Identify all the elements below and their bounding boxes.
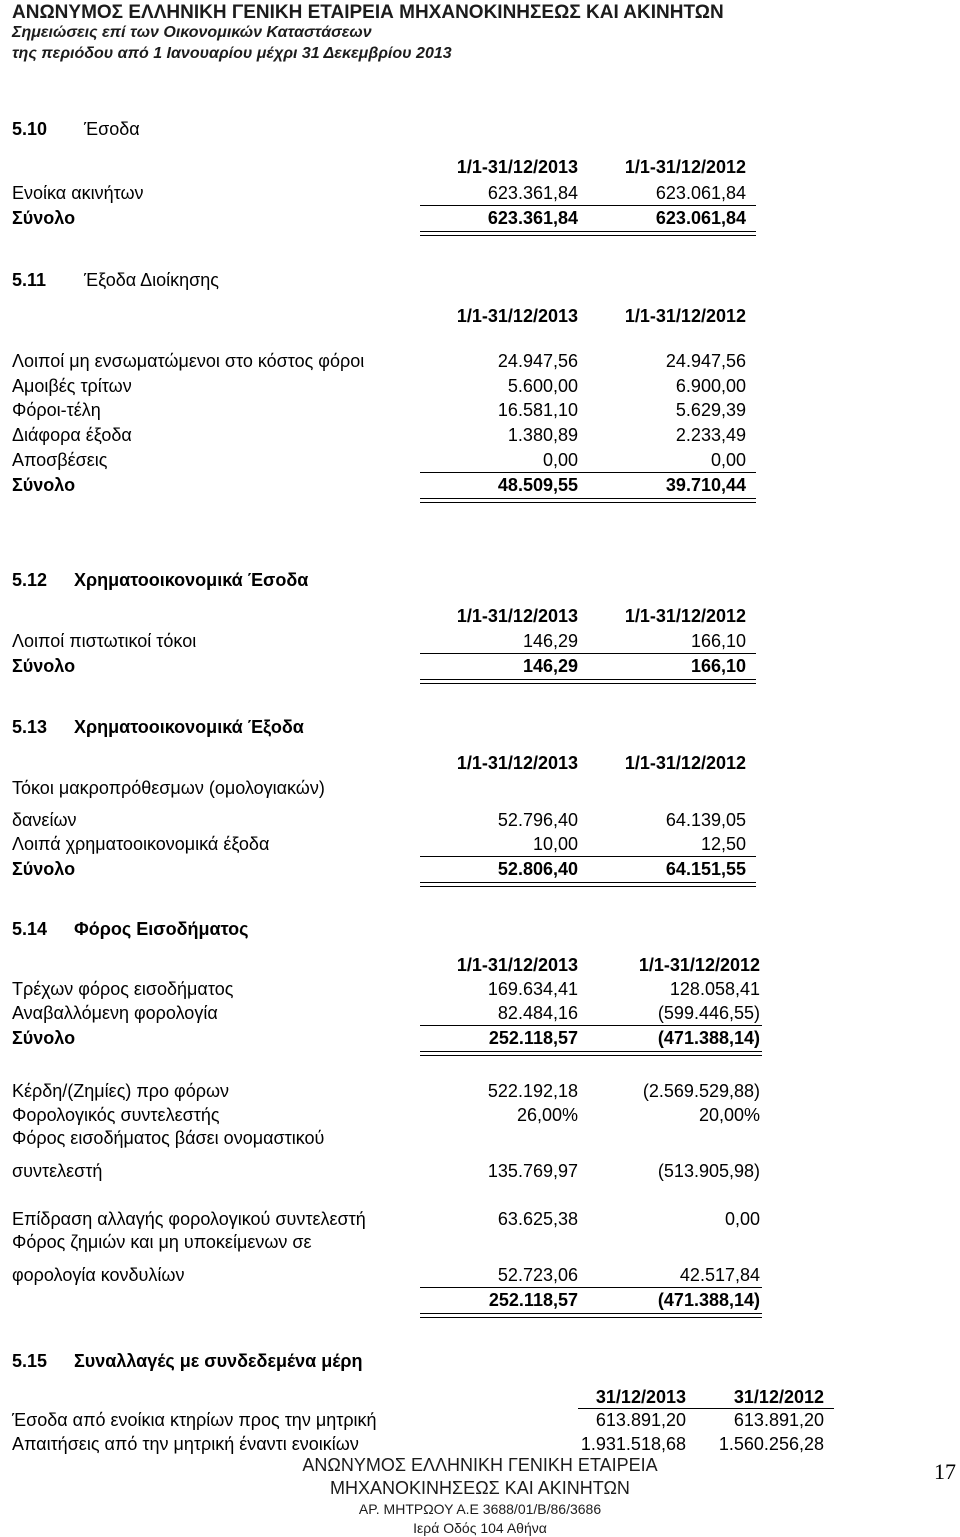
row-label-wrapped: Τόκοι μακροπρόθεσμων (ομολογιακών) (12, 778, 325, 798)
row-value-2013: 613.891,20 (595, 1410, 686, 1430)
row-value-2012: 64.139,05 (665, 810, 746, 830)
recon-label-wrapped: Φόρος ζημιών και μη υποκείμενων σε (12, 1232, 312, 1252)
row-label: Απαιτήσεις από την μητρική έναντι ενοικίων (12, 1434, 359, 1454)
row-value-2012: 24.947,56 (665, 351, 746, 371)
row-label: Ενοίκα ακινήτων (12, 183, 144, 203)
row-value-2013: 10,00 (532, 834, 578, 854)
total-double-rule (420, 231, 756, 236)
col-header-2012: 31/12/2012 (733, 1387, 824, 1407)
row-value-2013: 5.600,00 (507, 376, 578, 396)
footer-company-line1: ΑΝΩΝΥΜΟΣ ΕΛΛΗΝΙΚΗ ΓΕΝΙΚΗ ΕΤΑΙΡΕΙΑ (302, 1455, 658, 1475)
row-value-2012: 5.629,39 (675, 400, 746, 420)
section-5-14-number: 5.14 (12, 919, 48, 939)
total-label: Σύνολο (12, 475, 76, 495)
total-double-rule (420, 1051, 762, 1056)
recon-value-2012: 0,00 (724, 1209, 760, 1229)
total-label: Σύνολο (12, 859, 76, 879)
recon-label: φορολογία κονδυλίων (12, 1265, 185, 1285)
row-value-2013: 52.796,40 (497, 810, 578, 830)
section-5-10-title: Έσοδα (84, 119, 140, 139)
row-value-2013: 169.634,41 (487, 979, 578, 999)
total-double-rule (420, 498, 756, 503)
section-5-11-number: 5.11 (12, 270, 47, 290)
row-value-2012: (599.446,55) (657, 1003, 760, 1023)
col-header-2013: 1/1-31/12/2013 (456, 753, 578, 773)
subtotal-rule (420, 653, 756, 654)
total-value-2012: 166,10 (690, 656, 746, 676)
row-label: Διάφορα έξοδα (12, 425, 132, 445)
section-5-13-number: 5.13 (12, 717, 48, 737)
col-header-2012: 1/1-31/12/2012 (624, 606, 746, 626)
period-subtitle: της περιόδου από 1 Ιανουαρίου μέχρι 31 Δεκεμβρίου 2013 (12, 45, 452, 62)
row-value-2013: 623.361,84 (487, 183, 578, 203)
row-value-2012: 166,10 (690, 631, 746, 651)
recon-value-2013: 135.769,97 (487, 1161, 578, 1181)
total-double-rule (420, 882, 756, 887)
recon-value-2013: 63.625,38 (497, 1209, 578, 1229)
recon-value-2012: 42.517,84 (679, 1265, 760, 1285)
row-value-2012: 12,50 (700, 834, 746, 854)
recon-label: Φορολογικός συντελεστής (12, 1105, 220, 1125)
section-5-11-title: Έξοδα Διοίκησης (84, 270, 219, 290)
row-value-2012: 613.891,20 (733, 1410, 824, 1430)
recon-label-wrapped: Φόρος εισοδήματος βάσει ονομαστικού (12, 1128, 325, 1148)
recon-value-2012: (2.569.529,88) (642, 1081, 760, 1101)
row-value-2013: 82.484,16 (497, 1003, 578, 1023)
row-label: Έσοδα από ενοίκια κτηρίων προς την μητρική (12, 1410, 377, 1430)
document-subtitle: Σημειώσεις επί των Οικονομικών Καταστάσεων (12, 24, 372, 41)
row-value-2012: 2.233,49 (675, 425, 746, 445)
col-header-2013: 1/1-31/12/2013 (456, 955, 578, 975)
total-value-2012: 623.061,84 (655, 208, 746, 228)
total-label: Σύνολο (12, 1028, 76, 1048)
final-value-2013: 252.118,57 (488, 1290, 578, 1310)
row-label: Αμοιβές τρίτων (12, 376, 132, 396)
col-header-2013: 1/1-31/12/2013 (456, 157, 578, 177)
recon-value-2013: 52.723,06 (497, 1265, 578, 1285)
row-value-2012: 1.560.256,28 (718, 1434, 824, 1454)
recon-label: Επίδραση αλλαγής φορολογικού συντελεστή (12, 1209, 366, 1229)
row-value-2013: 0,00 (542, 450, 578, 470)
row-value-2013: 1.931.518,68 (580, 1434, 686, 1454)
total-value-2013: 252.118,57 (488, 1028, 578, 1048)
recon-label: συντελεστή (12, 1161, 103, 1181)
row-label: Φόροι-τέλη (12, 400, 101, 420)
footer-registry: ΑΡ. ΜΗΤΡΩΟΥ Α.Ε 3688/01/Β/86/3686 (358, 1501, 602, 1517)
row-label: Αποσβέσεις (12, 450, 108, 470)
col-header-2013: 1/1-31/12/2013 (456, 306, 578, 326)
row-value-2012: 6.900,00 (675, 376, 746, 396)
final-value-2012: (471.388,14) (657, 1290, 760, 1310)
total-value-2012: 64.151,55 (665, 859, 746, 879)
section-5-12-title: Χρηματοοικονομικά Έσοδα (74, 570, 309, 590)
row-label: Λοιπά χρηματοοικονομικά έξοδα (12, 834, 270, 854)
col-header-2013: 31/12/2013 (595, 1387, 686, 1407)
recon-value-2013: 26,00% (516, 1105, 578, 1125)
subtotal-rule (420, 856, 756, 857)
subtotal-rule (420, 205, 756, 206)
row-label: Αναβαλλόμενη φορολογία (12, 1003, 218, 1023)
subtotal-rule (420, 1025, 762, 1026)
total-value-2013: 623.361,84 (487, 208, 578, 228)
section-5-15-number: 5.15 (12, 1351, 48, 1371)
row-value-2012: 0,00 (710, 450, 746, 470)
recon-value-2013: 522.192,18 (487, 1081, 578, 1101)
recon-label: Κέρδη/(Ζημίες) προ φόρων (12, 1081, 230, 1101)
total-value-2013: 146,29 (522, 656, 578, 676)
total-value-2013: 52.806,40 (497, 859, 578, 879)
section-5-14-title: Φόρος Εισοδήματος (74, 919, 249, 939)
row-label: Λοιποί μη ενσωματώμενοι στο κόστος φόροι (12, 351, 365, 371)
section-5-13-title: Χρηματοοικονομικά Έξοδα (74, 717, 304, 737)
col-header-2012: 1/1-31/12/2012 (624, 753, 746, 773)
row-value-2013: 24.947,56 (497, 351, 578, 371)
total-double-rule (420, 1313, 762, 1318)
company-header: ΑΝΩΝΥΜΟΣ ΕΛΛΗΝΙΚΗ ΓΕΝΙΚΗ ΕΤΑΙΡΕΙΑ ΜΗΧΑΝΟΚΙΝΗΣΕΩΣ ΚΑΙ ΑΚΙΝΗΤΩΝ (12, 2, 724, 23)
footer-company-line2: ΜΗΧΑΝΟΚΙΝΗΣΕΩΣ ΚΑΙ ΑΚΙΝΗΤΩΝ (330, 1478, 630, 1498)
section-5-10-number: 5.10 (12, 119, 48, 139)
subtotal-rule (420, 472, 756, 473)
row-value-2013: 1.380,89 (507, 425, 578, 445)
section-5-15-title: Συναλλαγές με συνδεδεμένα μέρη (74, 1351, 363, 1371)
row-label: Λοιποί πιστωτικοί τόκοι (12, 631, 197, 651)
col-header-2012: 1/1-31/12/2012 (624, 306, 746, 326)
footer-address: Ιερά Οδός 104 Αθήνα (413, 1520, 547, 1536)
total-label: Σύνολο (12, 656, 76, 676)
row-value-2013: 16.581,10 (497, 400, 578, 420)
recon-value-2012: (513.905,98) (657, 1161, 760, 1181)
row-value-2012: 128.058,41 (669, 979, 760, 999)
page-number: 17 (934, 1459, 956, 1484)
total-value-2012: 39.710,44 (665, 475, 746, 495)
recon-value-2012: 20,00% (698, 1105, 760, 1125)
row-value-2012: 623.061,84 (655, 183, 746, 203)
total-label: Σύνολο (12, 208, 76, 228)
total-value-2013: 48.509,55 (497, 475, 578, 495)
total-value-2012: (471.388,14) (657, 1028, 760, 1048)
row-value-2013: 146,29 (522, 631, 578, 651)
col-header-2012: 1/1-31/12/2012 (638, 955, 760, 975)
header-rule (578, 1408, 834, 1409)
col-header-2013: 1/1-31/12/2013 (456, 606, 578, 626)
row-label: Τρέχων φόρος εισοδήματος (12, 979, 234, 999)
total-double-rule (420, 679, 756, 684)
row-label: δανείων (12, 810, 77, 830)
col-header-2012: 1/1-31/12/2012 (624, 157, 746, 177)
section-5-12-number: 5.12 (12, 570, 48, 590)
subtotal-rule (420, 1287, 762, 1288)
